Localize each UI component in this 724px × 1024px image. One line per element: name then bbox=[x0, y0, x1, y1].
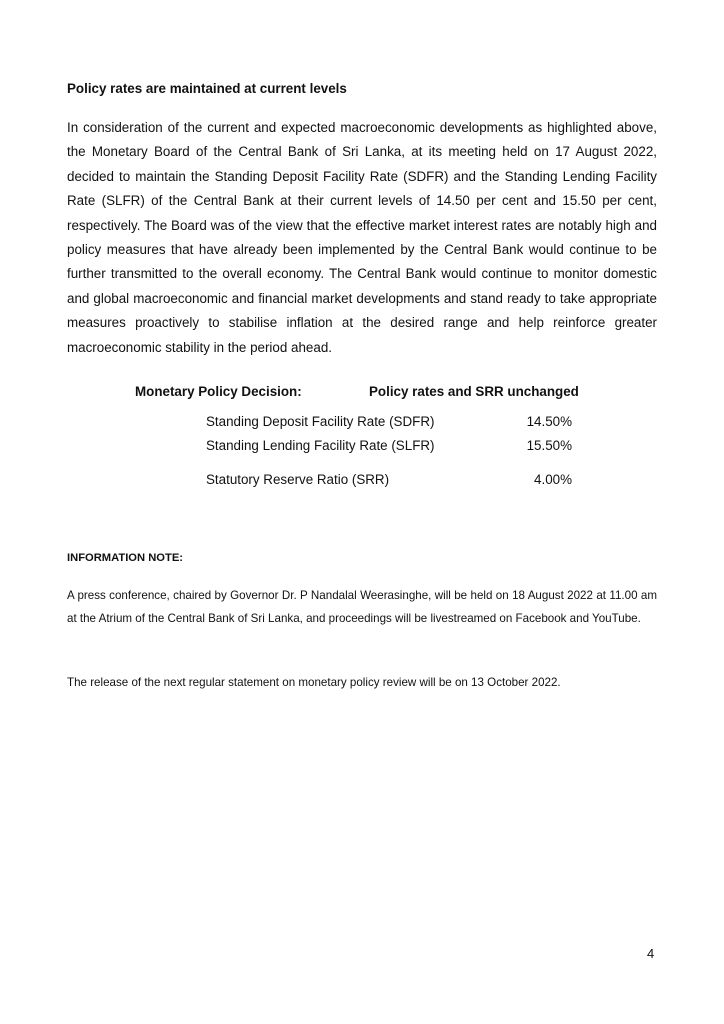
policy-paragraph: In consideration of the current and expected macroeconomic developments as highlighted above, the Monetary Board of the Central Bank of Sri Lanka, at its meeting held on 17 August 2022, decided to maintain the Standing Deposit Facility Rate (SDFR) and the Standing Lending Facility Rate (SLFR) of the Central Bank at their current levels of 14.50 per cent and 15.50 per cent, respectively. The Board was of the view that the effective market interest rates are notably high and policy measures that have already been implemented by the Central Bank would continue to be further transmitted to the overall economy. The Central Bank would continue to monitor domestic and global macroeconomic and financial market developments and stand ready to take appropriate measures proactively to stabilise inflation at the desired range and help reinforce greater macroeconomic stability in the period ahead. bbox=[67, 120, 657, 355]
rate-name-slfr: Standing Lending Facility Rate (SLFR) bbox=[206, 438, 435, 453]
rate-name-sdfr: Standing Deposit Facility Rate (SDFR) bbox=[206, 414, 435, 429]
press-conference-paragraph: A press conference, chaired by Governor Dr. P Nandalal Weerasinghe, will be held on 18 August 2022 at 11.00 am at the Atrium of the Central Bank of Sri Lanka, and proceedings will be livestreamed on Facebook and YouTube. bbox=[67, 589, 657, 625]
section-heading: Policy rates are maintained at current levels bbox=[67, 81, 347, 96]
rate-value-slfr: 15.50% bbox=[526, 438, 572, 453]
rate-value-srr: 4.00% bbox=[534, 472, 572, 487]
next-review-paragraph: The release of the next regular statement on monetary policy review will be on 13 October 2022. bbox=[67, 676, 561, 689]
decision-value: Policy rates and SRR unchanged bbox=[369, 384, 579, 399]
information-note-heading: INFORMATION NOTE: bbox=[67, 552, 184, 564]
rate-value-sdfr: 14.50% bbox=[526, 414, 572, 429]
page-number: 4 bbox=[647, 946, 655, 961]
rate-name-srr: Statutory Reserve Ratio (SRR) bbox=[206, 472, 390, 487]
decision-label: Monetary Policy Decision: bbox=[135, 384, 302, 399]
